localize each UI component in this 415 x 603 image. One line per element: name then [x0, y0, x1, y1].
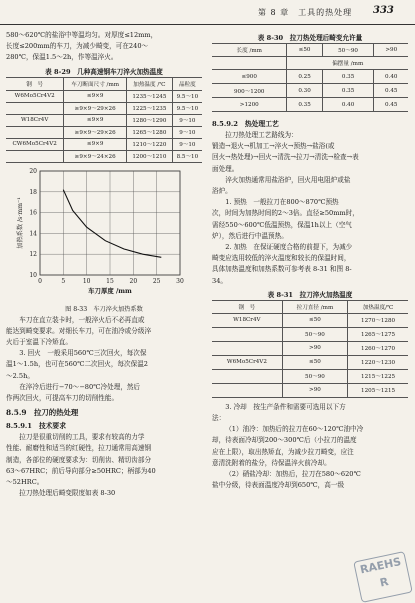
text-line: 作两次回火，可提高车刀的切削性能。	[6, 394, 119, 403]
table-cell	[6, 150, 64, 162]
process-paragraph	[212, 130, 408, 287]
table-cell: 1205～1215	[348, 383, 408, 397]
text-line: 580～620℃的盐浴中等温均匀。对厚度≤12mm，	[6, 31, 158, 39]
text-line: 具体加热温度和加热系数可参考表 8-31 和图 8-	[212, 265, 352, 274]
text-line: ～52HRC。	[6, 478, 44, 487]
text-line: （1）油冷：加热后的拉刀在60～120℃油中冷	[225, 425, 364, 434]
table-row	[212, 369, 408, 383]
table-subheader-row	[212, 57, 408, 70]
table-cell: 1220～1230	[348, 355, 408, 369]
text-line: （2）硝盐冷却：加热后，拉刀在580～620℃	[225, 470, 361, 479]
table-cell: 9.5～10	[172, 102, 202, 114]
table-cell: 1200～1210	[127, 150, 173, 162]
text-line: 拉刀是很重切削的工具，要求有较高的力学	[19, 433, 145, 442]
table-cell: W18Cr4V	[6, 114, 64, 126]
page-number: 333	[373, 5, 394, 16]
table-cell: 9～10	[172, 138, 202, 150]
table-row	[6, 90, 202, 102]
table-row	[212, 341, 408, 355]
table-cell: 0.45	[374, 84, 408, 98]
text-line: 炉），然后进行中温预热。	[212, 231, 288, 240]
table-cell: 0.35	[322, 84, 374, 98]
text-line: 火后于室温下冷矫直。	[6, 338, 72, 347]
table-row	[212, 98, 408, 112]
table-cell: 0.25	[287, 70, 322, 84]
table-cell: W6Mo5Cr4V2	[212, 355, 282, 369]
table-row	[6, 126, 202, 138]
header-cell: 拉刀直径 /mm	[282, 300, 347, 313]
x-tick-label: 30	[176, 277, 184, 285]
table-8-29-caption: 表 8-29 几种高速钢车刀淬火加热温度	[45, 67, 163, 76]
header-cell: >90	[374, 44, 408, 57]
table-cell: 1265～1275	[348, 327, 408, 341]
table-cell: ≥9×9～29×26	[64, 102, 127, 114]
table-cell: 0.40	[374, 70, 408, 84]
table-cell: 8.5～10	[172, 150, 202, 162]
table-cell: ≤50	[282, 313, 347, 327]
header-cell: 晶粒度	[172, 77, 202, 90]
text-line: 3. 冷却 按生产条件和需要可选用以下方	[225, 402, 346, 411]
table-cell: W6Mo5Cr4V2	[6, 90, 64, 102]
table-row	[6, 138, 202, 150]
table-row	[212, 355, 408, 369]
table-cell	[6, 102, 64, 114]
table-row	[6, 150, 202, 162]
header-cell: 50～90	[322, 44, 374, 57]
x-tick-label: 15	[106, 277, 114, 285]
table-cell: 1235～1245	[127, 90, 173, 102]
table-8-31	[212, 300, 408, 398]
text-line: 拉刀热处理后畸变限度如表 8-30	[19, 489, 116, 498]
table-8-30-caption: 表 8-30 拉刀热处理后畸变允许量	[257, 34, 363, 42]
table-cell: 0.40	[322, 98, 374, 112]
x-tick-label: 10	[82, 277, 91, 285]
table-cell: 50～90	[282, 369, 347, 383]
text-line: 车刀在直立装卡时，一般淬火后不必再直或	[19, 315, 145, 324]
table-cell: ≤900	[212, 70, 287, 84]
header-cell: 钢 号	[212, 300, 282, 313]
table-cell: >90	[282, 383, 347, 397]
technical-requirements-paragraph	[6, 432, 202, 499]
text-line: 1. 预热 一般拉刀在800～870℃预热	[225, 198, 339, 207]
header-cell	[212, 57, 287, 70]
table-cell: 0.45	[374, 98, 408, 112]
header-cell: 偏摆量 /mm	[287, 57, 408, 70]
text-line: 盐中分级，待表面温度冷却到650℃，高一级	[212, 481, 345, 490]
text-line: 面处理。	[212, 164, 239, 173]
chapter-title: 第 8 章 工具的热处理	[258, 8, 353, 17]
table-cell: ≥9×9～29×26	[64, 126, 127, 138]
x-tick-label: 25	[152, 277, 161, 285]
table-cell: CW6Mo5Cr4V2	[6, 138, 64, 150]
table-row	[212, 383, 408, 397]
text-line: 280℃，保温1.5～2h，作等温淬火。	[6, 53, 118, 62]
table-cell: 0.35	[322, 70, 374, 84]
table-header-row	[6, 77, 202, 90]
text-line: 拉刀热处理工艺路线为：	[225, 131, 298, 139]
table-cell	[212, 341, 282, 355]
text-line: 3. 回火 一般采用560℃三次回火，每次保	[19, 349, 147, 358]
table-cell	[212, 383, 282, 397]
x-tick-label: 5	[61, 277, 66, 285]
text-line: 次，时间为加热时间的2～3倍。直径≥50mm时，	[212, 209, 359, 218]
heating-coefficient-chart	[14, 165, 189, 303]
text-line: 34。	[212, 276, 227, 285]
table-cell: 0.30	[287, 84, 322, 98]
section-8-5-9-1-heading: 8.5.9.1 技术要求	[6, 422, 67, 431]
text-line: 制造，各部位的硬度要求为：切削齿、精切齿部分	[6, 455, 152, 464]
table-header-row	[212, 44, 408, 57]
x-tick-label: 20	[129, 277, 138, 285]
text-line: 需经550～600℃低温预热，保温1h以上（空气	[212, 220, 352, 229]
table-cell: 9～10	[172, 114, 202, 126]
table-cell: ≤9×9	[64, 114, 127, 126]
text-line: 性能、耐磨性和适当的红硬性，拉刀通常用高速钢	[6, 444, 152, 453]
table-cell: 1225～1235	[127, 102, 173, 114]
table-cell	[212, 369, 282, 383]
table-8-31-caption: 表 8-31 拉刀淬火加热温度	[267, 290, 353, 299]
text-line: 能达到畸变要求。对细长车刀，可在油冷或分级淬	[6, 326, 152, 335]
table-row	[212, 313, 408, 327]
left-column	[6, 30, 202, 499]
header-cell: 长度 /mm	[212, 44, 287, 57]
header-cell: ≤50	[287, 44, 322, 57]
text-line: 意清洗附着的盐分，待保温淬火前冷却。	[212, 458, 331, 467]
y-tick-label: 16	[29, 209, 37, 217]
x-axis-label: 车刀厚度 /mm	[88, 286, 132, 295]
y-tick-label: 10	[29, 271, 37, 279]
x-tick-label: 0	[38, 277, 42, 285]
text-line: 回火→热处理)→回火→清洗→拉刀→清洗→检查→表	[212, 153, 359, 162]
cooling-paragraph	[212, 402, 408, 492]
table-cell: 1210～1220	[127, 138, 173, 150]
text-line: 浴炉。	[212, 187, 232, 196]
y-tick-label: 14	[29, 230, 37, 238]
table-cell: ≥9×9～24×26	[64, 150, 127, 162]
table-cell	[6, 126, 64, 138]
table-cell: 1260～1270	[348, 341, 408, 355]
text-line: ～2.5h。	[6, 371, 34, 380]
table-8-29	[6, 77, 202, 163]
header-cell: 车刀断面尺寸 /mm	[64, 77, 127, 90]
table-header-row	[212, 300, 408, 313]
y-tick-label: 20	[29, 167, 37, 175]
table-cell: 9～10	[172, 126, 202, 138]
text-line: 法：	[212, 414, 226, 423]
text-line: 畸变应选用较低的淬火温度和较长的保温时间，	[212, 254, 351, 263]
table-row	[212, 327, 408, 341]
section-8-5-9-2-heading: 8.5.9.2 热处理工艺	[212, 120, 279, 128]
table-row	[212, 70, 408, 84]
table-cell: ≤9×9	[64, 90, 127, 102]
watermark-stamp: RAEHS R	[353, 551, 413, 603]
figure-8-33-caption: 图 8-33 车刀淬火加热系数	[65, 305, 143, 313]
table-cell: 0.35	[287, 98, 322, 112]
header-cell: 加热温度 /℃	[127, 77, 173, 90]
table-cell: 50～90	[282, 327, 347, 341]
right-column	[212, 30, 408, 491]
table-cell: 1265～1280	[127, 126, 173, 138]
table-cell: >1200	[212, 98, 287, 112]
text-line: 温1～1.5h，也可在560℃二次回火，每次保温2	[6, 360, 148, 369]
text-line: 淬火加热通常用盐浴炉，回火用电阻炉或盐	[225, 175, 351, 184]
table-cell: 900～1200	[212, 84, 287, 98]
table-row	[6, 114, 202, 126]
text-line: 长度≤200mm的车刀，为减少畸变，可在240～	[6, 42, 149, 51]
series-line	[63, 189, 161, 257]
table-cell: >90	[282, 341, 347, 355]
text-line: 锻造→退火→机加工→淬火→预热→盐浴(或	[212, 142, 335, 151]
table-cell: 1270～1280	[348, 313, 408, 327]
y-tick-label: 18	[29, 188, 37, 196]
text-line: 在淬冷后进行−70～−80℃冷处理，然后	[19, 382, 141, 391]
header-cell: 钢 号	[6, 77, 64, 90]
text-line: 却，待表面冷却到200～300℃后（小拉刀的温度	[212, 436, 357, 445]
table-cell: 9.5～10	[172, 90, 202, 102]
y-axis-label: 加热系数 /s·mm⁻¹	[17, 196, 24, 249]
table-cell: 1280～1290	[127, 114, 173, 126]
table-8-30	[212, 43, 408, 112]
text-line: 应在上限），取出热矫直，为减少拉刀畸变，应注	[212, 447, 354, 456]
y-tick-label: 12	[29, 250, 37, 258]
section-8-5-9-heading: 8.5.9 拉刀的热处理	[6, 408, 79, 418]
table-cell: ≤50	[282, 355, 347, 369]
intro-paragraph	[6, 30, 202, 64]
text-line: 63～67HRC；前后导向部分≥50HRC；柄部为40	[6, 466, 156, 475]
running-header	[0, 0, 415, 25]
header-cell: 加热温度/℃	[348, 300, 408, 313]
table-row	[6, 102, 202, 114]
table-cell: ≤9×9	[64, 138, 127, 150]
table-cell: W18Cr4V	[212, 313, 282, 327]
table-cell	[212, 327, 282, 341]
table-cell: 1215～1225	[348, 369, 408, 383]
table-row	[212, 84, 408, 98]
text-line: 2. 加热 在保证硬度合格的前提下，为减少	[225, 243, 353, 252]
tempering-paragraph	[6, 315, 202, 405]
